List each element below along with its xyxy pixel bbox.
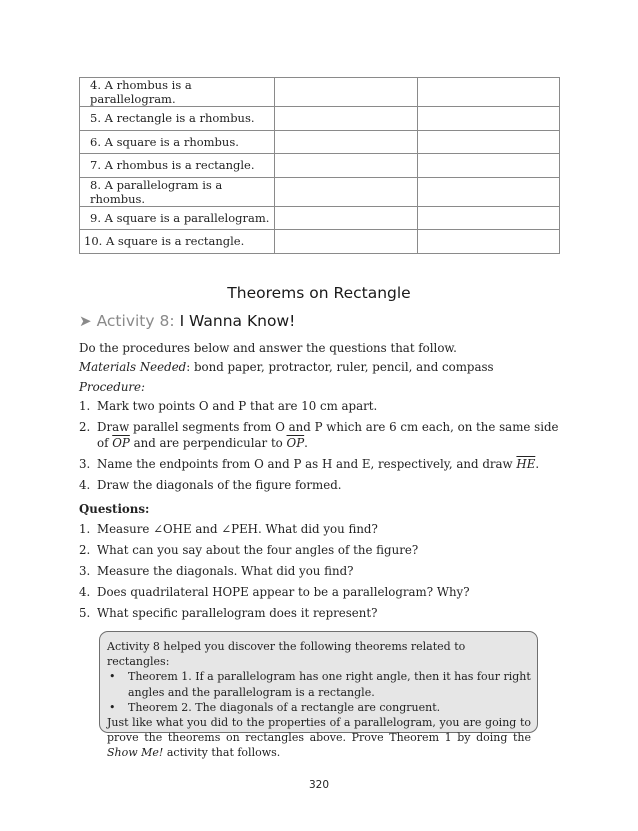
statement-cell: 10. A square is a rectangle. xyxy=(80,230,275,254)
table-row xyxy=(80,206,560,230)
statement-cell: 6. A square is a rhombus. xyxy=(80,130,275,154)
statement-cell: 7. A rhombus is a rectangle. xyxy=(80,154,275,178)
note-intro: Activity 8 helped you discover the following theorems related to rectangles: xyxy=(107,640,466,669)
list-item: 3. Name the endpoints from O and P as H and E, respectively, and draw $\overline{HE}$. xyxy=(79,457,540,471)
answer-cell xyxy=(417,177,559,206)
bullet-icon: • xyxy=(109,700,116,714)
bullet-icon: • xyxy=(109,670,116,684)
list-item: 5. What specific parallelogram does it represent? xyxy=(79,606,378,620)
answer-cell xyxy=(417,130,559,154)
arrow-right-icon: ➤ xyxy=(79,312,92,330)
table-row xyxy=(80,107,560,131)
answer-cell xyxy=(275,177,417,206)
answer-cell xyxy=(417,206,559,230)
activity-title: I Wanna Know! xyxy=(179,312,296,330)
table-row xyxy=(80,130,560,154)
procedure-label: Procedure: xyxy=(79,380,146,394)
statement-cell: 4. A rhombus is a parallelogram. xyxy=(80,78,275,107)
procedure-list xyxy=(79,398,569,498)
list-item: 1. Mark two points O and P that are 10 cm apart. xyxy=(79,399,378,413)
list-item: 4. Does quadrilateral HOPE appear to be a parallelogram? Why? xyxy=(79,585,470,599)
theorem-note-box xyxy=(99,631,538,760)
answer-cell xyxy=(417,107,559,131)
note-closing: Just like what you did to the properties of a parallelogram, you are going to prove the theorems on rectangles above. Prove Theorem 1 by doing the Show Me! activity that follows. xyxy=(107,716,531,760)
materials-label: Materials Needed xyxy=(79,360,187,374)
answer-cell xyxy=(275,78,417,107)
list-item: 3. Measure the diagonals. What did you find? xyxy=(79,564,354,578)
activity-label: Activity 8: xyxy=(96,312,175,330)
list-item: 1. Measure ∠OHE and ∠PEH. What did you find? xyxy=(79,522,378,536)
questions-label: Questions: xyxy=(79,502,150,516)
segment-label: $\overline{HE}$ xyxy=(516,457,536,471)
statement-cell: 5. A rectangle is a rhombus. xyxy=(80,107,275,131)
answer-cell xyxy=(417,230,559,254)
theorem-1: • Theorem 1. If a parallelogram has one right angle, then it has four right angles and the parallelogram is a rectangle. xyxy=(109,670,531,699)
segment-label: $\overline{OP}$ xyxy=(112,436,130,450)
list-item: 2. What can you say about the four angles of the figure? xyxy=(79,543,419,557)
answer-cell xyxy=(275,130,417,154)
table-row xyxy=(80,78,560,107)
section-title: Theorems on Rectangle xyxy=(227,284,411,302)
materials-line xyxy=(79,359,494,375)
answer-cell xyxy=(275,154,417,178)
table-row xyxy=(80,230,560,254)
activity-heading xyxy=(79,312,295,330)
statement-table xyxy=(79,77,560,254)
materials-text: : bond paper, protractor, ruler, pencil, and compass xyxy=(186,360,494,374)
answer-cell xyxy=(275,206,417,230)
segment-label: $\overline{OP}$ xyxy=(286,436,305,450)
intro-text: Do the procedures below and answer the questions that follow. xyxy=(79,341,457,355)
statement-cell: 9. A square is a parallelogram. xyxy=(80,206,275,230)
questions-list xyxy=(79,521,569,626)
answer-cell xyxy=(417,154,559,178)
theorem-2: • Theorem 2. The diagonals of a rectangle are congruent. xyxy=(109,700,441,714)
answer-cell xyxy=(275,107,417,131)
list-item: 4. Draw the diagonals of the figure formed. xyxy=(79,478,342,492)
answer-cell xyxy=(275,230,417,254)
page-number: 320 xyxy=(308,779,330,791)
table-row xyxy=(80,177,560,206)
answer-cell xyxy=(417,78,559,107)
statement-cell: 8. A parallelogram is a rhombus. xyxy=(80,177,275,206)
table-row xyxy=(80,154,560,178)
list-item: 2. Draw parallel segments from O and P which are 6 cm each, on the same side of $\overline{OP}$ and are perpendicular to $\overline{OP}$. xyxy=(79,420,559,450)
